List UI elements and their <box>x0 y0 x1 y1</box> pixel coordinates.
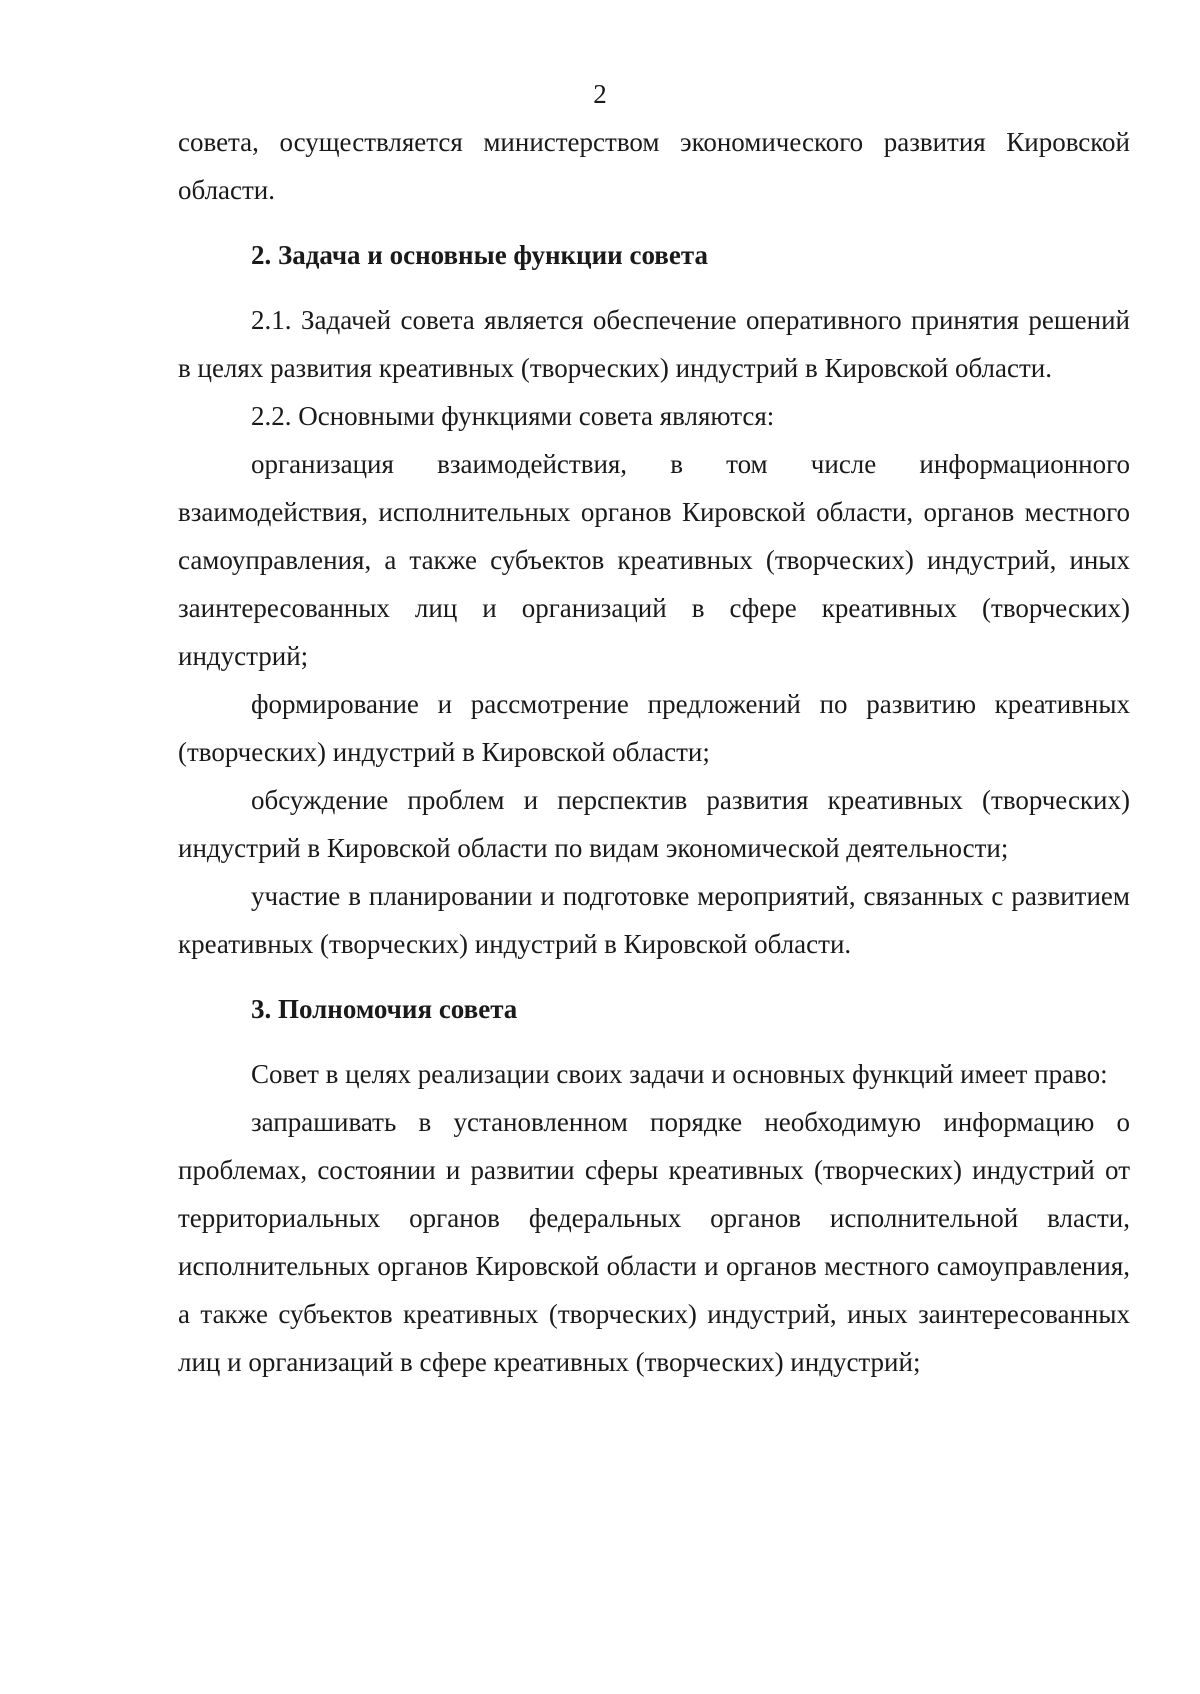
function-item-3: обсуждение проблем и перспектив развития креативных (творческих) индустрий в Кировской области по видам экономической деятельности; <box>178 785 1130 863</box>
paragraph-continuation: совета, осуществляется министерством экономического развития Кировской области. <box>178 127 1130 205</box>
function-item-4: участие в планировании и подготовке мероприятий, связанных с развитием креативных (творческих) индустрий в Кировской области. <box>178 881 1130 959</box>
paragraph-2-2: 2.2. Основными функциями совета являются: <box>251 401 775 431</box>
page-content <box>178 118 1130 1386</box>
paragraph-3-intro: Совет в целях реализации своих задачи и основных функций имеет право: <box>251 1059 1108 1089</box>
section-heading-3: 3. Полномочия совета <box>251 994 518 1024</box>
paragraph-2-1: 2.1. Задачей совета является обеспечение оперативного принятия решений в целях развития креативных (творческих) индустрий в Кировской области. <box>178 305 1130 383</box>
page-number: 2 <box>593 79 607 109</box>
section-heading-2: 2. Задача и основные функции совета <box>251 240 708 270</box>
authority-item-1: запрашивать в установленном порядке необходимую информацию о проблемах, состоянии и развитии сферы креативных (творческих) индустрий от территориальных органов федеральных органов исполнительной власти, исполнительных органов Кировской области и органов местного самоуправления, а также субъектов креативных (творческих) индустрий, иных заинтересованных лиц и организаций в сфере креативных (творческих) индустрий; <box>178 1107 1130 1377</box>
function-item-1: организация взаимодействия, в том числе информационного взаимодействия, исполнительных органов Кировской области, органов местного самоуправления, а также субъектов креативных (творческих) индустрий, иных заинтересованных лиц и организаций в сфере креативных (творческих) индустрий; <box>178 449 1130 671</box>
function-item-2: формирование и рассмотрение предложений по развитию креативных (творческих) индустрий в Кировской области; <box>178 689 1130 767</box>
